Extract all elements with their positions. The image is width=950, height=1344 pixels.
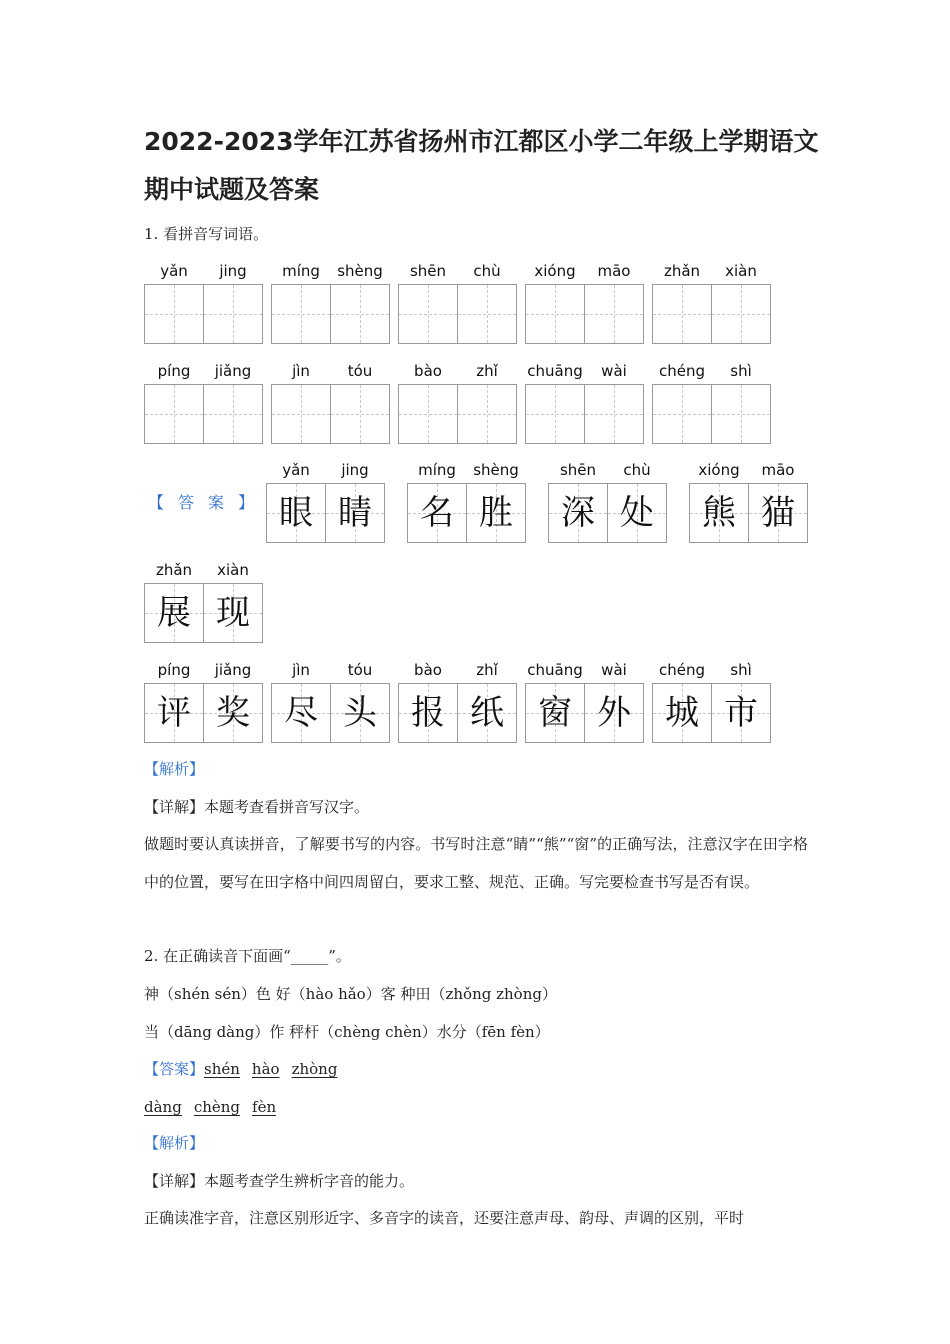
tianzige-box [525,284,585,344]
pinyin-label: bào [414,661,442,679]
pinyin-label: shèng [337,262,383,280]
answer-character: 熊 [702,493,736,533]
answer-character: 外 [597,693,631,733]
tianzige-box [652,384,712,444]
q1-prompt: 1. 看拼音写词语。 [144,225,269,243]
tianzige-box [144,284,204,344]
q1-explanation: 做题时要认真读拼音，了解要书写的内容。书写时注意“睛”“熊”“窗”的正确写法，注意汉字在田字格中的位置，要写在田字格中间四周留白，要求工整、规范、正确。写完要检查书写是否有误。 [144,835,808,891]
pinyin-label: xióng [534,262,576,280]
pinyin-label: chéng [658,362,705,380]
answer-character: 处 [620,493,654,533]
tianzige-box [607,483,667,543]
answer-character: 评 [157,693,191,733]
pinyin-label: māo [597,262,631,280]
pinyin-label: píng [157,661,191,679]
answer-character: 城 [665,693,699,733]
pinyin-label: zhǐ [476,362,498,380]
pinyin-label: shì [730,661,752,679]
pinyin-label: zhǐ [476,661,498,679]
pinyin-label: chuāng [527,661,583,679]
tianzige-box [330,284,390,344]
tianzige-box [584,384,644,444]
tianzige-box [203,384,263,444]
tianzige-box [548,483,608,543]
q2-prompt: 2. 在正确读音下面画“_____”。 [144,947,351,965]
pinyin-label: wài [601,661,627,679]
tianzige-box [398,284,458,344]
answer-character: 眼 [279,493,313,533]
tianzige-box [711,284,771,344]
q2-line2: 当（dāng dàng）作 秤杆（chèng chèn）水分（fēn fèn） [144,1023,550,1041]
pinyin-label: píng [157,362,191,380]
answer-character: 窗 [538,693,572,733]
q1-analysis-label: 【解析】 [144,760,205,778]
q2-line1: 神（shén sén）色 好（hào hǎo）客 种田（zhǒng zhòng） [144,985,557,1003]
tianzige-box [584,284,644,344]
pinyin-label: zhǎn [663,262,701,280]
tianzige-box [652,284,712,344]
tianzige-box [398,384,458,444]
pinyin-label: jìn [292,362,310,380]
answer-character: 猫 [761,493,795,533]
tianzige-box [271,384,331,444]
q1-detail: 【详解】本题考查看拼音写汉字。 [144,798,370,816]
q2-detail: 【详解】本题考查学生辨析字音的能力。 [144,1172,415,1190]
pinyin-label: chù [623,461,651,479]
tianzige-box [711,683,771,743]
answer-character: 胜 [479,493,513,533]
answer-character: 深 [561,493,595,533]
tianzige-box [144,683,204,743]
tianzige-box [398,683,458,743]
pinyin-label: shēn [409,262,447,280]
pinyin-label: chéng [658,661,705,679]
tianzige-box [748,483,808,543]
tianzige-box [407,483,467,543]
pinyin-label: tóu [347,661,373,679]
pinyin-label: míng [282,262,320,280]
pinyin-label: shì [730,362,752,380]
pinyin-label: jìn [292,661,310,679]
pinyin-label: jing [341,461,369,479]
answer-character: 纸 [470,693,504,733]
tianzige-box [525,683,585,743]
tianzige-box [457,683,517,743]
pinyin-label: míng [418,461,456,479]
pinyin-label: shèng [473,461,519,479]
tianzige-box [330,683,390,743]
answer-character: 尽 [284,693,318,733]
pinyin-label: yǎn [160,262,188,280]
q2-explanation: 正确读准字音，注意区别形近字、多音字的读音，还要注意声母、韵母、声调的区别，平时 [144,1209,745,1227]
pinyin-label: māo [761,461,795,479]
tianzige-box [271,683,331,743]
tianzige-box [144,583,204,643]
tianzige-box [711,384,771,444]
answer-character: 奖 [216,693,250,733]
pinyin-label: jing [219,262,247,280]
answer-character: 市 [724,693,758,733]
answer-character: 睛 [338,493,372,533]
tianzige-box [525,384,585,444]
answer-character: 现 [216,593,250,633]
pinyin-label: chù [473,262,501,280]
tianzige-box [330,384,390,444]
pinyin-label: yǎn [282,461,310,479]
answer-character: 头 [343,693,377,733]
pinyin-label: wài [601,362,627,380]
tianzige-box [266,483,326,543]
tianzige-box [325,483,385,543]
answer-character: 展 [157,593,191,633]
tianzige-box [144,384,204,444]
pinyin-label: bào [414,362,442,380]
pinyin-label: xióng [698,461,740,479]
tianzige-box [457,284,517,344]
pinyin-label: shēn [559,461,597,479]
tianzige-box [203,683,263,743]
pinyin-label: jiǎng [214,661,252,679]
pinyin-label: tóu [347,362,373,380]
answer-character: 名 [420,493,454,533]
pinyin-label: chuāng [527,362,583,380]
answer-character: 报 [411,693,445,733]
tianzige-box [689,483,749,543]
tianzige-box [457,384,517,444]
tianzige-box [584,683,644,743]
pinyin-label: zhǎn [155,561,193,579]
q1-answer-label: 【答案】 [148,493,269,512]
q2-answer-line2: dàng chèng fèn [144,1098,277,1116]
tianzige-box [203,284,263,344]
q2-answer-line1: 【答案】shén hào zhòng [144,1060,338,1078]
pinyin-label: jiǎng [214,362,252,380]
pinyin-label: xiàn [217,561,249,579]
page-title: 2022-2023学年江苏省扬州市江都区小学二年级上学期语文期中试题及答案 [144,127,819,204]
tianzige-box [271,284,331,344]
tianzige-box [652,683,712,743]
pinyin-label: xiàn [725,262,757,280]
tianzige-box [203,583,263,643]
tianzige-box [466,483,526,543]
q2-analysis-label: 【解析】 [144,1134,205,1152]
